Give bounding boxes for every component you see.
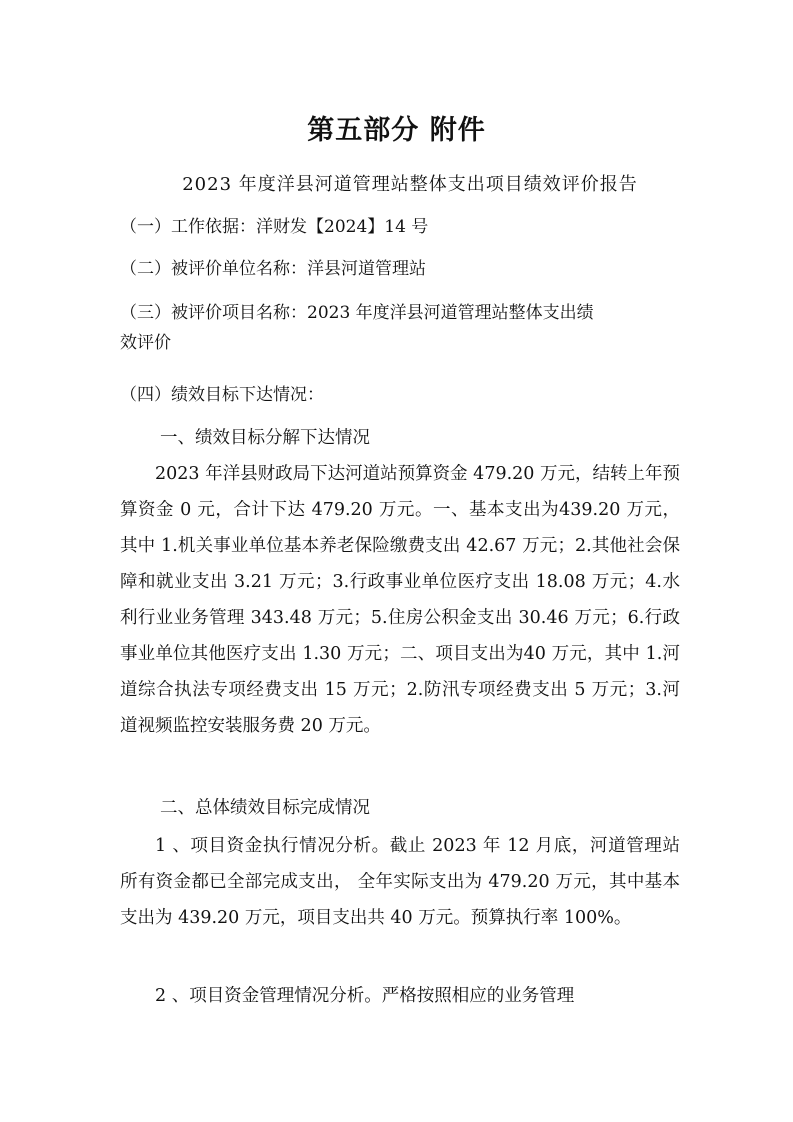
project-name-line-1: （三）被评价项目名称：2023 年度洋县河道管理站整体支出绩 <box>120 303 594 323</box>
section2-paragraph-2: 2 、项目资金管理情况分析。严格按照相应的业务管理 <box>155 986 575 1006</box>
report-subtitle: 2023 年度洋县河道管理站整体支出项目绩效评价报告 <box>182 174 638 195</box>
section1-heading: 一、绩效目标分解下达情况 <box>160 428 370 448</box>
section2-heading: 二、总体绩效目标完成情况 <box>160 798 370 818</box>
unit-name-line: （二）被评价单位名称：洋县河道管理站 <box>120 259 426 279</box>
project-name-line-2: 效评价 <box>120 333 171 353</box>
section1-paragraph: 2023 年洋县财政局下达河道站预算资金 479.20 万元，结转上年预算资金 0 元，合计下达 479.20 万元。一、基本支出为439.20 万元，其中 1.机关事业单位基本养老保险缴费支出 42.67 万元；2.其他社会保障和就业支出 3.21 万元；3.行政事业单位医疗支出 18.08 万元；4.水利行业业务管理 343.48 万元；5.住房公积金支出 30.46 万元；6.行政事业单位其他医疗支出 1.30 万元；二、项目支出为40 万元，其中 1.河道综合执法专项经费支出 15 万元；2.防汛专项经费支出 5 万元；3.河道视频监控安装服务费 20 万元。 <box>120 464 680 736</box>
work-basis-line: （一）工作依据：洋财发【2024】14 号 <box>120 217 429 237</box>
targets-line: （四）绩效目标下达情况： <box>120 385 324 405</box>
section2-paragraph-1: 1 、项目资金执行情况分析。截止 2023 年 12 月底，河道管理站所有资金都已全部完成支出， 全年实际支出为 479.20 万元，其中基本支出为 439.20 万元，项目支出共 40 万元。预算执行率 100%。 <box>120 836 680 928</box>
page-title: 第五部分 附件 <box>307 115 486 146</box>
